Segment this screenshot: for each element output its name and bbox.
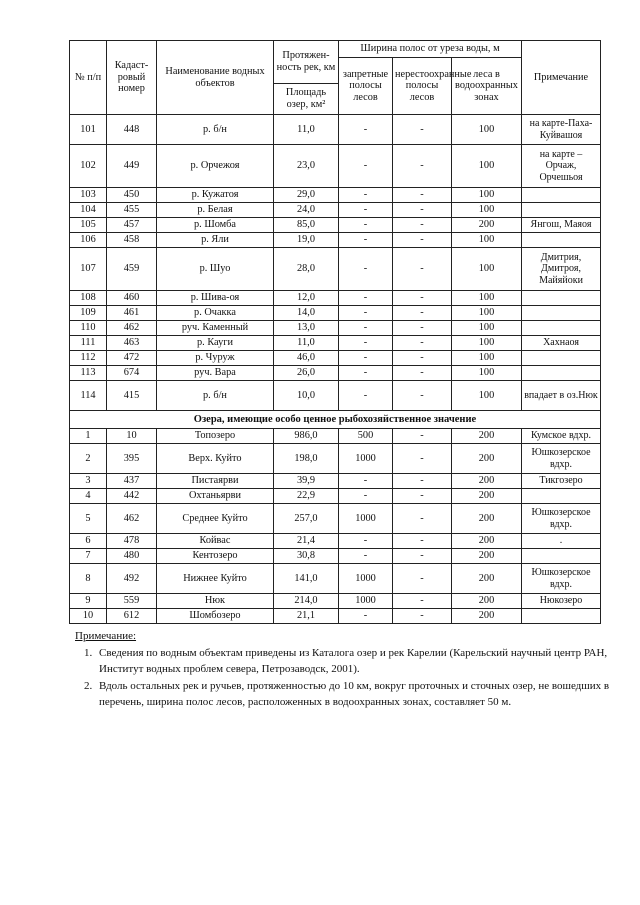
cell-water-zone: 200 bbox=[452, 594, 522, 609]
table-row bbox=[70, 549, 601, 564]
cell-water-zone: 100 bbox=[452, 351, 522, 366]
cell-note: Хахнаоя bbox=[522, 336, 601, 351]
cell-spawning: - bbox=[393, 233, 452, 248]
cell-num: 109 bbox=[70, 306, 107, 321]
cell-length: 11,0 bbox=[274, 115, 339, 145]
cell-num: 7 bbox=[70, 549, 107, 564]
cell-spawning: - bbox=[393, 366, 452, 381]
cell-protected: - bbox=[339, 321, 393, 336]
cell-name: р. Кауги bbox=[157, 336, 274, 351]
cell-water-zone: 100 bbox=[452, 366, 522, 381]
cell-cadastral: 462 bbox=[107, 504, 157, 534]
cell-length: 23,0 bbox=[274, 145, 339, 188]
table-row bbox=[70, 203, 601, 218]
cell-water-zone: 100 bbox=[452, 145, 522, 188]
cell-name: р. Очакка bbox=[157, 306, 274, 321]
cell-spawning: - bbox=[393, 444, 452, 474]
cell-water-zone: 100 bbox=[452, 381, 522, 411]
cell-num: 10 bbox=[70, 609, 107, 624]
cell-protected: - bbox=[339, 291, 393, 306]
notes-block bbox=[75, 628, 615, 711]
cell-name: р. Шива-оя bbox=[157, 291, 274, 306]
cell-num: 110 bbox=[70, 321, 107, 336]
cell-cadastral: 674 bbox=[107, 366, 157, 381]
header-num: № п/п bbox=[70, 41, 107, 115]
cell-protected: - bbox=[339, 115, 393, 145]
cell-protected: - bbox=[339, 233, 393, 248]
cell-protected: - bbox=[339, 366, 393, 381]
table-row bbox=[70, 534, 601, 549]
cell-length: 12,0 bbox=[274, 291, 339, 306]
cell-water-zone: 100 bbox=[452, 203, 522, 218]
cell-cadastral: 10 bbox=[107, 429, 157, 444]
table-row bbox=[70, 429, 601, 444]
cell-protected: - bbox=[339, 145, 393, 188]
table-row bbox=[70, 306, 601, 321]
cell-num: 1 bbox=[70, 429, 107, 444]
cell-spawning: - bbox=[393, 336, 452, 351]
cell-protected: - bbox=[339, 248, 393, 291]
table-row bbox=[70, 336, 601, 351]
cell-num: 112 bbox=[70, 351, 107, 366]
cell-note bbox=[522, 188, 601, 203]
table-row bbox=[70, 594, 601, 609]
cell-length: 14,0 bbox=[274, 306, 339, 321]
cell-cadastral: 442 bbox=[107, 489, 157, 504]
cell-length: 24,0 bbox=[274, 203, 339, 218]
table-row bbox=[70, 351, 601, 366]
cell-num: 106 bbox=[70, 233, 107, 248]
cell-name: р. Чуруж bbox=[157, 351, 274, 366]
cell-name: руч. Вара bbox=[157, 366, 274, 381]
cell-length: 10,0 bbox=[274, 381, 339, 411]
cell-note bbox=[522, 351, 601, 366]
table-row bbox=[70, 564, 601, 594]
header-cadastral: Кадаст-ровый номер bbox=[107, 41, 157, 115]
rivers-body bbox=[70, 115, 601, 411]
cell-length: 39,9 bbox=[274, 474, 339, 489]
cell-name: Шомбозеро bbox=[157, 609, 274, 624]
cell-name: р. б/н bbox=[157, 381, 274, 411]
table-row bbox=[70, 145, 601, 188]
cell-length: 22,9 bbox=[274, 489, 339, 504]
cell-length: 21,4 bbox=[274, 534, 339, 549]
cell-spawning: - bbox=[393, 474, 452, 489]
table-row bbox=[70, 188, 601, 203]
cell-num: 6 bbox=[70, 534, 107, 549]
cell-cadastral: 395 bbox=[107, 444, 157, 474]
cell-num: 104 bbox=[70, 203, 107, 218]
cell-protected: - bbox=[339, 534, 393, 549]
cell-water-zone: 200 bbox=[452, 504, 522, 534]
cell-water-zone: 200 bbox=[452, 564, 522, 594]
cell-length: 13,0 bbox=[274, 321, 339, 336]
notes-title: Примечание: bbox=[75, 630, 137, 642]
table-row bbox=[70, 489, 601, 504]
table-row bbox=[70, 444, 601, 474]
cell-name: Нюк bbox=[157, 594, 274, 609]
cell-length: 30,8 bbox=[274, 549, 339, 564]
cell-cadastral: 492 bbox=[107, 564, 157, 594]
cell-note: Кумское вдхр. bbox=[522, 429, 601, 444]
cell-note: впадает в оз.Нюк bbox=[522, 381, 601, 411]
water-objects-table bbox=[69, 40, 601, 624]
cell-cadastral: 472 bbox=[107, 351, 157, 366]
cell-spawning: - bbox=[393, 381, 452, 411]
cell-name: Пистаярви bbox=[157, 474, 274, 489]
cell-cadastral: 460 bbox=[107, 291, 157, 306]
cell-spawning: - bbox=[393, 321, 452, 336]
cell-name: Верх. Куйто bbox=[157, 444, 274, 474]
cell-spawning: - bbox=[393, 351, 452, 366]
notes-list bbox=[75, 645, 615, 711]
cell-protected: - bbox=[339, 351, 393, 366]
cell-note: Тикгозеро bbox=[522, 474, 601, 489]
cell-spawning: - bbox=[393, 609, 452, 624]
cell-cadastral: 480 bbox=[107, 549, 157, 564]
cell-note bbox=[522, 306, 601, 321]
cell-water-zone: 100 bbox=[452, 233, 522, 248]
cell-cadastral: 478 bbox=[107, 534, 157, 549]
cell-spawning: - bbox=[393, 188, 452, 203]
cell-cadastral: 559 bbox=[107, 594, 157, 609]
cell-name: р. Кужатоя bbox=[157, 188, 274, 203]
cell-num: 5 bbox=[70, 504, 107, 534]
cell-water-zone: 100 bbox=[452, 115, 522, 145]
cell-num: 107 bbox=[70, 248, 107, 291]
cell-length: 26,0 bbox=[274, 366, 339, 381]
cell-cadastral: 461 bbox=[107, 306, 157, 321]
cell-num: 4 bbox=[70, 489, 107, 504]
cell-note bbox=[522, 366, 601, 381]
cell-protected: - bbox=[339, 474, 393, 489]
cell-length: 986,0 bbox=[274, 429, 339, 444]
cell-spawning: - bbox=[393, 306, 452, 321]
cell-spawning: - bbox=[393, 594, 452, 609]
cell-cadastral: 458 bbox=[107, 233, 157, 248]
cell-note: Янгош, Маяоя bbox=[522, 218, 601, 233]
cell-name: р. Шомба bbox=[157, 218, 274, 233]
cell-cadastral: 449 bbox=[107, 145, 157, 188]
cell-note: Нюкозеро bbox=[522, 594, 601, 609]
cell-length: 85,0 bbox=[274, 218, 339, 233]
cell-protected: - bbox=[339, 489, 393, 504]
header-length: Протяжен-ность рек, км bbox=[274, 41, 339, 84]
table-row bbox=[70, 218, 601, 233]
cell-name: р. б/н bbox=[157, 115, 274, 145]
note-item-1: 1. Сведения по водным объектам приведены из Каталога озер и рек Карелии (Карельский научный центр РАН, Институт водных проблем севера, Петрозаводск, 2001). bbox=[95, 645, 615, 678]
cell-spawning: - bbox=[393, 504, 452, 534]
note-item-2: 2. Вдоль остальных рек и ручьев, протяженностью до 10 км, вокруг проточных и сточных озер, не вошедших в перечень, ширина полос лесов, расположенных в водоохранных зонах, составляет 50 м. bbox=[95, 678, 615, 711]
header-water-zone: леса в водоохранных зонах bbox=[452, 58, 522, 115]
cell-water-zone: 100 bbox=[452, 336, 522, 351]
cell-water-zone: 100 bbox=[452, 248, 522, 291]
cell-name: р. Белая bbox=[157, 203, 274, 218]
cell-note: Дмитрия, Дмитроя, Майяйоки bbox=[522, 248, 601, 291]
cell-protected: - bbox=[339, 609, 393, 624]
cell-note: на карте – Орчаж, Орчешьоя bbox=[522, 145, 601, 188]
cell-protected: - bbox=[339, 188, 393, 203]
cell-water-zone: 200 bbox=[452, 489, 522, 504]
header-note: Примечание bbox=[522, 41, 601, 115]
cell-water-zone: 100 bbox=[452, 188, 522, 203]
cell-protected: 500 bbox=[339, 429, 393, 444]
cell-num: 108 bbox=[70, 291, 107, 306]
cell-protected: 1000 bbox=[339, 594, 393, 609]
cell-note bbox=[522, 291, 601, 306]
cell-cadastral: 415 bbox=[107, 381, 157, 411]
cell-water-zone: 200 bbox=[452, 218, 522, 233]
header-width-group: Ширина полос от уреза воды, м bbox=[339, 41, 522, 58]
cell-water-zone: 100 bbox=[452, 306, 522, 321]
cell-spawning: - bbox=[393, 429, 452, 444]
cell-water-zone: 200 bbox=[452, 474, 522, 489]
cell-water-zone: 200 bbox=[452, 549, 522, 564]
cell-num: 114 bbox=[70, 381, 107, 411]
cell-spawning: - bbox=[393, 145, 452, 188]
cell-name: р. Шуо bbox=[157, 248, 274, 291]
cell-name: руч. Каменный bbox=[157, 321, 274, 336]
cell-length: 29,0 bbox=[274, 188, 339, 203]
cell-spawning: - bbox=[393, 115, 452, 145]
cell-cadastral: 459 bbox=[107, 248, 157, 291]
cell-protected: - bbox=[339, 218, 393, 233]
cell-num: 111 bbox=[70, 336, 107, 351]
cell-note: на карте-Паха-Куйвашоя bbox=[522, 115, 601, 145]
table-row bbox=[70, 233, 601, 248]
cell-num: 113 bbox=[70, 366, 107, 381]
cell-protected: - bbox=[339, 381, 393, 411]
cell-cadastral: 463 bbox=[107, 336, 157, 351]
section-title: Озера, имеющие особо ценное рыбохозяйственное значение bbox=[70, 411, 601, 429]
cell-protected: 1000 bbox=[339, 444, 393, 474]
cell-length: 11,0 bbox=[274, 336, 339, 351]
table-row bbox=[70, 291, 601, 306]
cell-spawning: - bbox=[393, 564, 452, 594]
cell-spawning: - bbox=[393, 489, 452, 504]
cell-num: 105 bbox=[70, 218, 107, 233]
cell-num: 3 bbox=[70, 474, 107, 489]
table-row bbox=[70, 248, 601, 291]
cell-cadastral: 450 bbox=[107, 188, 157, 203]
cell-length: 46,0 bbox=[274, 351, 339, 366]
cell-name: р. Орчежоя bbox=[157, 145, 274, 188]
cell-num: 103 bbox=[70, 188, 107, 203]
cell-length: 214,0 bbox=[274, 594, 339, 609]
table-row bbox=[70, 321, 601, 336]
cell-note bbox=[522, 321, 601, 336]
cell-cadastral: 462 bbox=[107, 321, 157, 336]
cell-spawning: - bbox=[393, 248, 452, 291]
cell-protected: - bbox=[339, 549, 393, 564]
table-row bbox=[70, 504, 601, 534]
cell-water-zone: 200 bbox=[452, 609, 522, 624]
table-row bbox=[70, 115, 601, 145]
cell-water-zone: 100 bbox=[452, 291, 522, 306]
cell-water-zone: 200 bbox=[452, 429, 522, 444]
cell-length: 257,0 bbox=[274, 504, 339, 534]
cell-length: 28,0 bbox=[274, 248, 339, 291]
cell-note bbox=[522, 203, 601, 218]
cell-num: 101 bbox=[70, 115, 107, 145]
table-row bbox=[70, 366, 601, 381]
cell-length: 141,0 bbox=[274, 564, 339, 594]
cell-note: Юшкозерское вдхр. bbox=[522, 504, 601, 534]
header-spawning: нерестоохранные полосы лесов bbox=[393, 58, 452, 115]
cell-note bbox=[522, 609, 601, 624]
cell-name: р. Яли bbox=[157, 233, 274, 248]
cell-note bbox=[522, 489, 601, 504]
cell-num: 2 bbox=[70, 444, 107, 474]
cell-note: . bbox=[522, 534, 601, 549]
cell-spawning: - bbox=[393, 534, 452, 549]
cell-cadastral: 457 bbox=[107, 218, 157, 233]
cell-num: 9 bbox=[70, 594, 107, 609]
cell-note: Юшкозерское вдхр. bbox=[522, 564, 601, 594]
cell-spawning: - bbox=[393, 291, 452, 306]
cell-name: Среднее Куйто bbox=[157, 504, 274, 534]
header-area: Площадь озер, км² bbox=[274, 84, 339, 115]
cell-note: Юшкозерское вдхр. bbox=[522, 444, 601, 474]
cell-num: 102 bbox=[70, 145, 107, 188]
cell-protected: - bbox=[339, 336, 393, 351]
cell-cadastral: 448 bbox=[107, 115, 157, 145]
header-name: Наименование водных объектов bbox=[157, 41, 274, 115]
cell-cadastral: 612 bbox=[107, 609, 157, 624]
lakes-body bbox=[70, 429, 601, 624]
cell-note bbox=[522, 549, 601, 564]
cell-protected: 1000 bbox=[339, 504, 393, 534]
cell-spawning: - bbox=[393, 549, 452, 564]
cell-spawning: - bbox=[393, 203, 452, 218]
cell-name: Топозеро bbox=[157, 429, 274, 444]
table-row bbox=[70, 609, 601, 624]
cell-name: Кентозеро bbox=[157, 549, 274, 564]
cell-length: 21,1 bbox=[274, 609, 339, 624]
cell-water-zone: 200 bbox=[452, 444, 522, 474]
cell-name: Охтаньярви bbox=[157, 489, 274, 504]
cell-name: Нижнее Куйто bbox=[157, 564, 274, 594]
cell-protected: - bbox=[339, 306, 393, 321]
table-row bbox=[70, 474, 601, 489]
table-row bbox=[70, 381, 601, 411]
cell-length: 198,0 bbox=[274, 444, 339, 474]
header-protected: запретные полосы лесов bbox=[339, 58, 393, 115]
cell-protected: - bbox=[339, 203, 393, 218]
cell-num: 8 bbox=[70, 564, 107, 594]
cell-name: Койвас bbox=[157, 534, 274, 549]
cell-cadastral: 437 bbox=[107, 474, 157, 489]
cell-water-zone: 200 bbox=[452, 534, 522, 549]
cell-note bbox=[522, 233, 601, 248]
cell-cadastral: 455 bbox=[107, 203, 157, 218]
cell-water-zone: 100 bbox=[452, 321, 522, 336]
cell-spawning: - bbox=[393, 218, 452, 233]
cell-length: 19,0 bbox=[274, 233, 339, 248]
cell-protected: 1000 bbox=[339, 564, 393, 594]
